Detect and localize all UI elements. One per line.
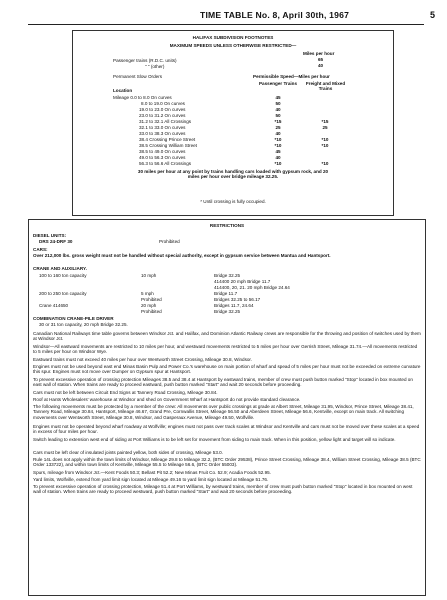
restriction-paragraph: The following movements must be protected by a member of the crew: All movements over public crossings at grade at Albert Street, Mileage 31.95, Windsor, Prince Street, Mileage 38.41, Tannery Road, Mileage 30.84, Hantsport, Mileage 46.67, Grand Pre, Cornwallis Street, Mileage 56.50 and Aberdeen Street, Mileage 56.6, Kentville, except on main track. All switching movements over Wentworth Street, Mileage 30.8, Windsor, and Gasperaux Avenue, Mileage 49.50, Wolfville.	[33, 404, 414, 420]
restriction-paragraph: Rule 14L does not apply within the town limits of Windsor, Mileage 29.8 to Mileage 32.2, (BTC Order 29538), Prince Street Crossing, Mileage 38.4, William Street Crossing, Mileage 38.5 (BTC Order 133722), and within town limits of Kentville, Mileage 55.5 to Mileage 56.6, (BTC Order 55003).	[33, 457, 421, 468]
speed-row-location: 33.0 to 38.3 On curves	[139, 131, 186, 136]
footnotes-heading: HALIFAX SUBDIVISION FOOTNOTES	[192, 35, 274, 40]
restriction-paragraph: To prevent excessive operation of crossing protection, Mileage 51.4 at Port Williams, by westward trains, member of crew must push button marked "Stop" located in box mounted on west wall of station. When trains are ready to proceed westward, push button marked "Start" and wait 20 seconds before proceeding.	[33, 484, 413, 495]
restriction-paragraph: Cars must be left clear of insulated joints painted yellow, both sides of crossing, Mileage 53.0.	[33, 450, 223, 455]
crane-row-speed: 10 mph	[141, 273, 157, 278]
crane-row-bridge: Bridge 32.25	[214, 309, 241, 314]
speed-row-passenger: 45	[275, 95, 281, 100]
gypsum-note: 30 miles per hour at any point by trains handling cars loaded with gypsum rock, and 20 miles per hour over bridge mileage 32.25.	[137, 169, 329, 180]
restriction-paragraph: Canadian National Railways time table governs between Windsor Jct. and Halifax, and Dominion Atlantic Railway crews are responsible for the throwing and position of switches used by them at Windsor Jct.	[33, 331, 421, 342]
speed-row-location: 23.0 to 31.2 On curves	[139, 113, 186, 118]
drs-label: DRS 24-DRF 30	[39, 239, 73, 244]
crane-row-bridge: Bridge 11.7	[214, 291, 238, 296]
speed-row-passenger: 40	[275, 131, 281, 136]
col-freight: Freight and Mixed Trains	[305, 81, 346, 92]
crane-row-bridge: Bridges 11.7, 24.64	[214, 303, 254, 308]
crane-row-bridge: Bridges 32.25 to 56.17	[214, 297, 261, 302]
passenger-rdc-label: Passenger trains (R.D.C. units)	[113, 58, 177, 63]
permissible-speed: Permissible Speed—Miles per hour	[253, 74, 330, 79]
rdc-speed: 65	[318, 57, 324, 62]
crane-row-bridge: Bridge 32.25	[214, 273, 241, 278]
location-label: Location	[113, 88, 133, 93]
speed-row-passenger: 50	[275, 113, 281, 118]
page-number: 5	[429, 10, 435, 20]
speed-row-location: 56.3 to 56.6 All Crossings	[139, 161, 192, 166]
speed-row-passenger: 40	[275, 155, 281, 160]
col-passenger: Passenger Trains	[258, 81, 298, 86]
crane-row-capacity: 200 to 250 ton capacity	[39, 291, 87, 296]
restriction-paragraph: Yard limits, Wolfville, extend from yard limit sign located at Mileage 49.16 to yard limit sign located at Mileage 51.76.	[33, 477, 269, 482]
speed-row-location: 49.0 to 56.3 On curves	[139, 155, 186, 160]
speed-row-passenger: *10	[274, 137, 282, 142]
speed-row-location: 38.4 Crossing Prince Street	[139, 137, 196, 142]
restriction-paragraph: Switch leading to extension west end of siding at Port Williams is to be left set for movement from siding to main track. When in this position, yellow light and target will so indicate.	[33, 437, 396, 442]
other-label: " " (other)	[145, 64, 165, 69]
pile-driver-text: 30 or 31 ton capacity, 20 mph Bridge 32.25.	[39, 322, 128, 327]
footnotes-box	[72, 30, 394, 216]
speed-row-location: 38.5 Crossing William Street	[139, 143, 197, 148]
restriction-paragraph: Engines must not be operated beyond wharf roadway at Wolfville; engines must not pass over track scales at Windsor and Kentville and cars must not be moved over these scales at a speed in excess of four miles per hour.	[33, 424, 420, 435]
crane-row-capacity: 100 to 160 ton capacity	[39, 273, 87, 278]
restriction-paragraph: Windsor—All eastward movements are restricted to 10 miles per hour, and westward movements restricted to 5 miles per hour over Gerrish Street, Mileage 31.74.—All movements restricted to 5 miles per hour on Windsor Wye.	[33, 344, 418, 355]
footnotes-subheading: MAXIMUM SPEEDS UNLESS OTHERWISE RESTRICTED—	[169, 43, 297, 48]
restrictions-box	[28, 219, 426, 596]
speed-row-location: 19.0 to 23.0 On curves	[139, 107, 186, 112]
restriction-paragraph: Engines must not be used beyond east end Minas Basin Pulp and Power Co.'s warehouse on main portion of wharf and spead of 5 miles per hour must not be exceeded on extreme curvature this spur. Engines must not move over Dumper on Gypsum spur at Hantsport.	[33, 364, 421, 375]
crane-row-bridge: 414400 20 mph Bridge 11.7	[214, 279, 271, 284]
speed-row-freight: *15	[321, 119, 329, 124]
speed-row-location: Mileage 0.0 to 8.0 On curves	[113, 95, 172, 100]
drs-prohibited: Prohibited	[159, 239, 180, 244]
restriction-paragraph: Eastward trains must not exceed 40 miles per hour over Wentworth Street Crossing, Mileage 30.8, Windsor.	[33, 357, 252, 362]
cars-text: Over 212,000 lbs. gross weight must not be handled without special authority, except in gypsum service between Mantua and Hantsport.	[33, 253, 331, 258]
restrictions-heading: RESTRICTIONS	[209, 223, 245, 228]
restriction-paragraph: To prevent excessive operation of crossing protection Mileages 38.5 and 38.4 at Hantsport by eastward trains, member of crew must push button marked "Stop" located in box mounted on east wall of station. When trains are ready to proceed eastward, push button marked "Start" and wait 20 seconds before proceeding.	[33, 377, 413, 388]
crane-row-bridge: 414400, 20, 21. 20 mph Bridge 24.64	[214, 285, 290, 290]
crane-row-capacity: Crane 414650	[39, 303, 69, 308]
speed-row-passenger: 50	[275, 101, 281, 106]
speed-row-passenger: 40	[275, 107, 281, 112]
other-speed: 40	[318, 63, 324, 68]
speed-row-location: 31.2 to 32.1 All Crossings	[139, 119, 192, 124]
speed-row-location: 38.5 to 49.0 On curves	[139, 149, 186, 154]
speed-row-passenger: *15	[274, 119, 282, 124]
diesel-units-label: DIESEL UNITS:	[33, 233, 67, 238]
speed-row-location: 8.0 to 19.0 On curves	[141, 101, 185, 106]
restriction-paragraph: Cars must not be left between Circuit End Signs at Tannery Road Crossing, Mileage 30.84.	[33, 390, 218, 395]
pile-driver-label: COMBINATION CRANE-PILE DRIVER	[33, 316, 114, 321]
restriction-paragraph: Spurs, mileage from Windsor Jct.—Kent Foods 50.3; Bellast Pit 52.2; New Minas Fruit Co. 52.9; Acadia Foods 52.95.	[33, 470, 271, 475]
speed-row-passenger: *10	[274, 161, 282, 166]
speed-row-freight: 25	[322, 125, 328, 130]
speed-row-passenger: 25	[275, 125, 281, 130]
page-title: TIME TABLE No. 8, April 30th, 1967	[200, 10, 350, 20]
speed-row-freight: *10	[321, 143, 329, 148]
speed-row-passenger: 45	[275, 149, 281, 154]
crane-row-speed: Prohibited	[141, 297, 162, 302]
crane-row-speed: Prohibited	[141, 309, 162, 314]
permanent-slow-orders: Permanent Slow Orders	[113, 74, 163, 79]
crane-label: CRANE AND AUXILIARY.	[33, 266, 87, 271]
crossing-note: * Until crossing is fully occupied.	[200, 199, 266, 204]
speed-row-passenger: *10	[274, 143, 282, 148]
crane-row-speed: 5 mph	[141, 291, 154, 296]
speed-row-freight: *10	[321, 137, 329, 142]
header-rule	[28, 24, 424, 25]
cars-label: CARS:	[33, 247, 48, 252]
page-header	[0, 10, 447, 24]
mph-label: Miles per hour	[303, 51, 335, 56]
crane-row-speed: 20 mph	[141, 303, 157, 308]
speed-row-freight: *10	[321, 161, 329, 166]
speed-row-location: 32.1 to 33.0 On curves	[139, 125, 186, 130]
restriction-paragraph: Roof at Hants Wholesalers' warehouse at Windsor and shed on Government Wharf at Hantsport do not provide standard clearance.	[33, 397, 301, 402]
